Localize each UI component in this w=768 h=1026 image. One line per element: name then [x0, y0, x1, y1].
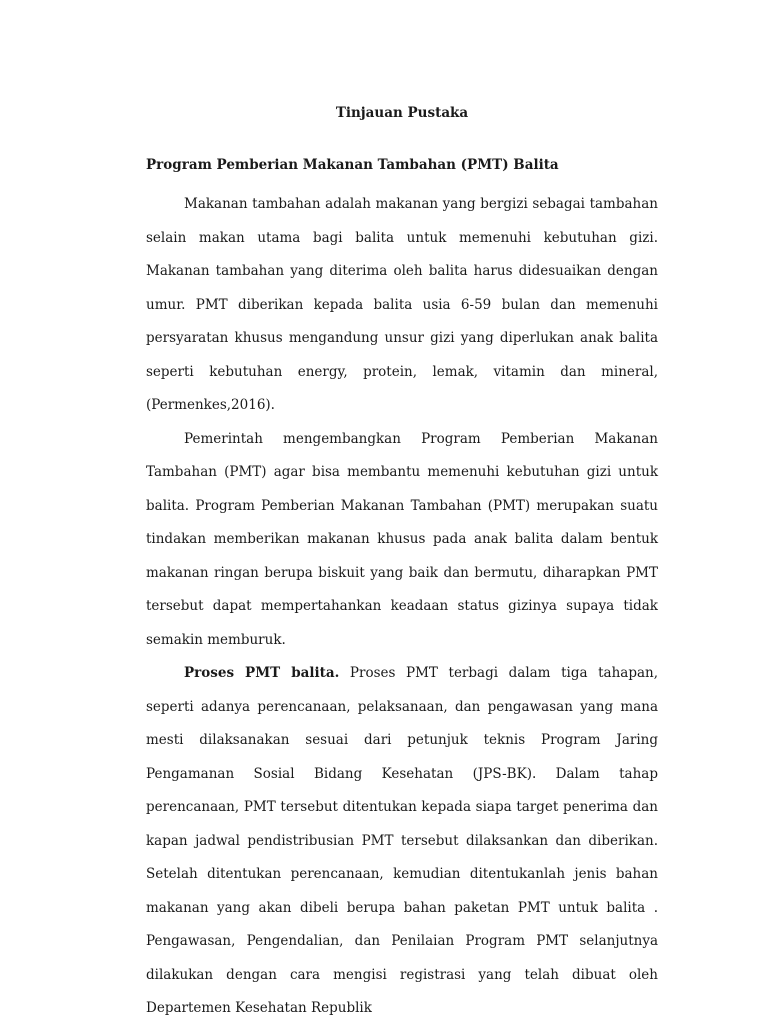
page-title: Tinjauan Pustaka — [335, 105, 469, 121]
paragraph-3-body: Proses PMT terbagi dalam tiga tahapan, seperti adanya perencanaan, pelaksanaan, dan pengawasan yang mana mesti dilaksanakan sesuai dari petunjuk teknis Program Jaring Pengamanan Sosial Bidang Kesehatan (JPS-BK). Dalam tahap perencanaan, PMT tersebut ditentukan kepada siapa target penerima dan kapan jadwal pendistribusian PMT tersebut dilaksankan dan diberikan. Setelah ditentukan perencanaan, kemudian ditentukanlah jenis bahan makanan yang akan dibeli berupa bahan paketan PMT untuk balita . Pengawasan, Pengendalian, dan Penilaian Program PMT selanjutnya dilakukan dengan cara mengisi registrasi yang telah dibuat oleh Departemen Kesehatan Republik — [146, 665, 658, 1016]
section-heading: Program Pemberian Makanan Tambahan (PMT) Balita — [146, 157, 559, 173]
paragraph-3-lead: Proses PMT balita. — [184, 665, 340, 681]
paragraph-1: Makanan tambahan adalah makanan yang bergizi sebagai tambahan selain makan utama bagi balita untuk memenuhi kebutuhan gizi. Makanan tambahan yang diterima oleh balita harus didesuaikan dengan umur. PMT diberikan kepada balita usia 6-59 bulan dan memenuhi persyaratan khusus mengandung unsur gizi yang diperlukan anak balita seperti kebutuhan energy, protein, lemak, vitamin dan mineral, (Permenkes,2016). — [146, 196, 658, 413]
paragraph-2: Pemerintah mengembangkan Program Pemberian Makanan Tambahan (PMT) agar bisa membantu memenuhi kebutuhan gizi untuk balita. Program Pemberian Makanan Tambahan (PMT) merupakan suatu tindakan memberikan makanan khusus pada anak balita dalam bentuk makanan ringan berupa biskuit yang baik dan bermutu, diharapkan PMT tersebut dapat mempertahankan keadaan status gizinya supaya tidak semakin memburuk. — [146, 430, 658, 648]
document-body — [146, 103, 658, 1026]
paragraph-3 — [146, 657, 658, 1026]
